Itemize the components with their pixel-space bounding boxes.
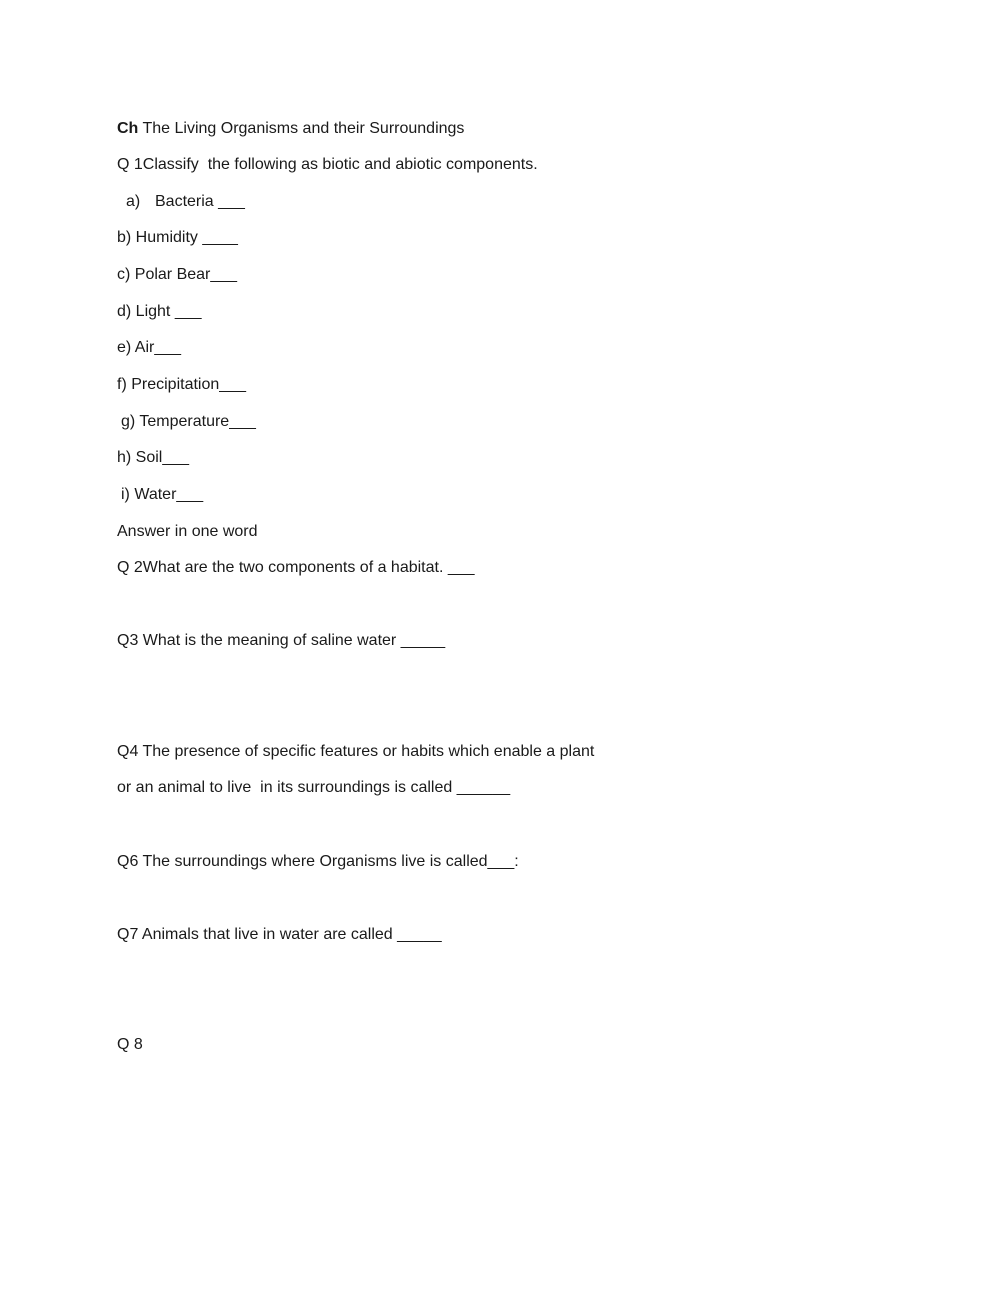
q1-item-e: e) Air___ — [117, 339, 182, 356]
question-4-line-2: or an animal to live in its surroundings is called ______ — [117, 779, 511, 796]
question-1: Q 1Classify the following as biotic and abiotic components. — [117, 156, 538, 173]
question-2: Q 2What are the two components of a habitat. ___ — [117, 559, 475, 576]
q1-item-b: b) Humidity ____ — [117, 229, 238, 246]
chapter-prefix: Ch — [117, 120, 139, 137]
q1-item-g: g) Temperature___ — [121, 413, 256, 430]
question-8: Q 8 — [117, 1036, 143, 1053]
q1-item-c: c) Polar Bear___ — [117, 266, 238, 283]
question-6: Q6 The surroundings where Organisms live is called___: — [117, 853, 519, 870]
q1-item-i: i) Water___ — [121, 486, 204, 503]
q1-item-f: f) Precipitation___ — [117, 376, 246, 393]
q1-item-h: h) Soil___ — [117, 449, 190, 466]
chapter-title: The Living Organisms and their Surroundings — [138, 120, 465, 137]
q1-item-a-text: Bacteria ___ — [155, 193, 245, 210]
chapter-heading — [117, 119, 464, 139]
q1-item-d: d) Light ___ — [117, 303, 202, 320]
section-label: Answer in one word — [117, 523, 258, 540]
q1-item-a — [126, 192, 245, 212]
question-4-line-1: Q4 The presence of specific features or habits which enable a plant — [117, 743, 595, 760]
q1-item-a-marker: a) — [126, 193, 141, 210]
question-3: Q3 What is the meaning of saline water _____ — [117, 632, 446, 649]
question-7: Q7 Animals that live in water are called _____ — [117, 926, 442, 943]
